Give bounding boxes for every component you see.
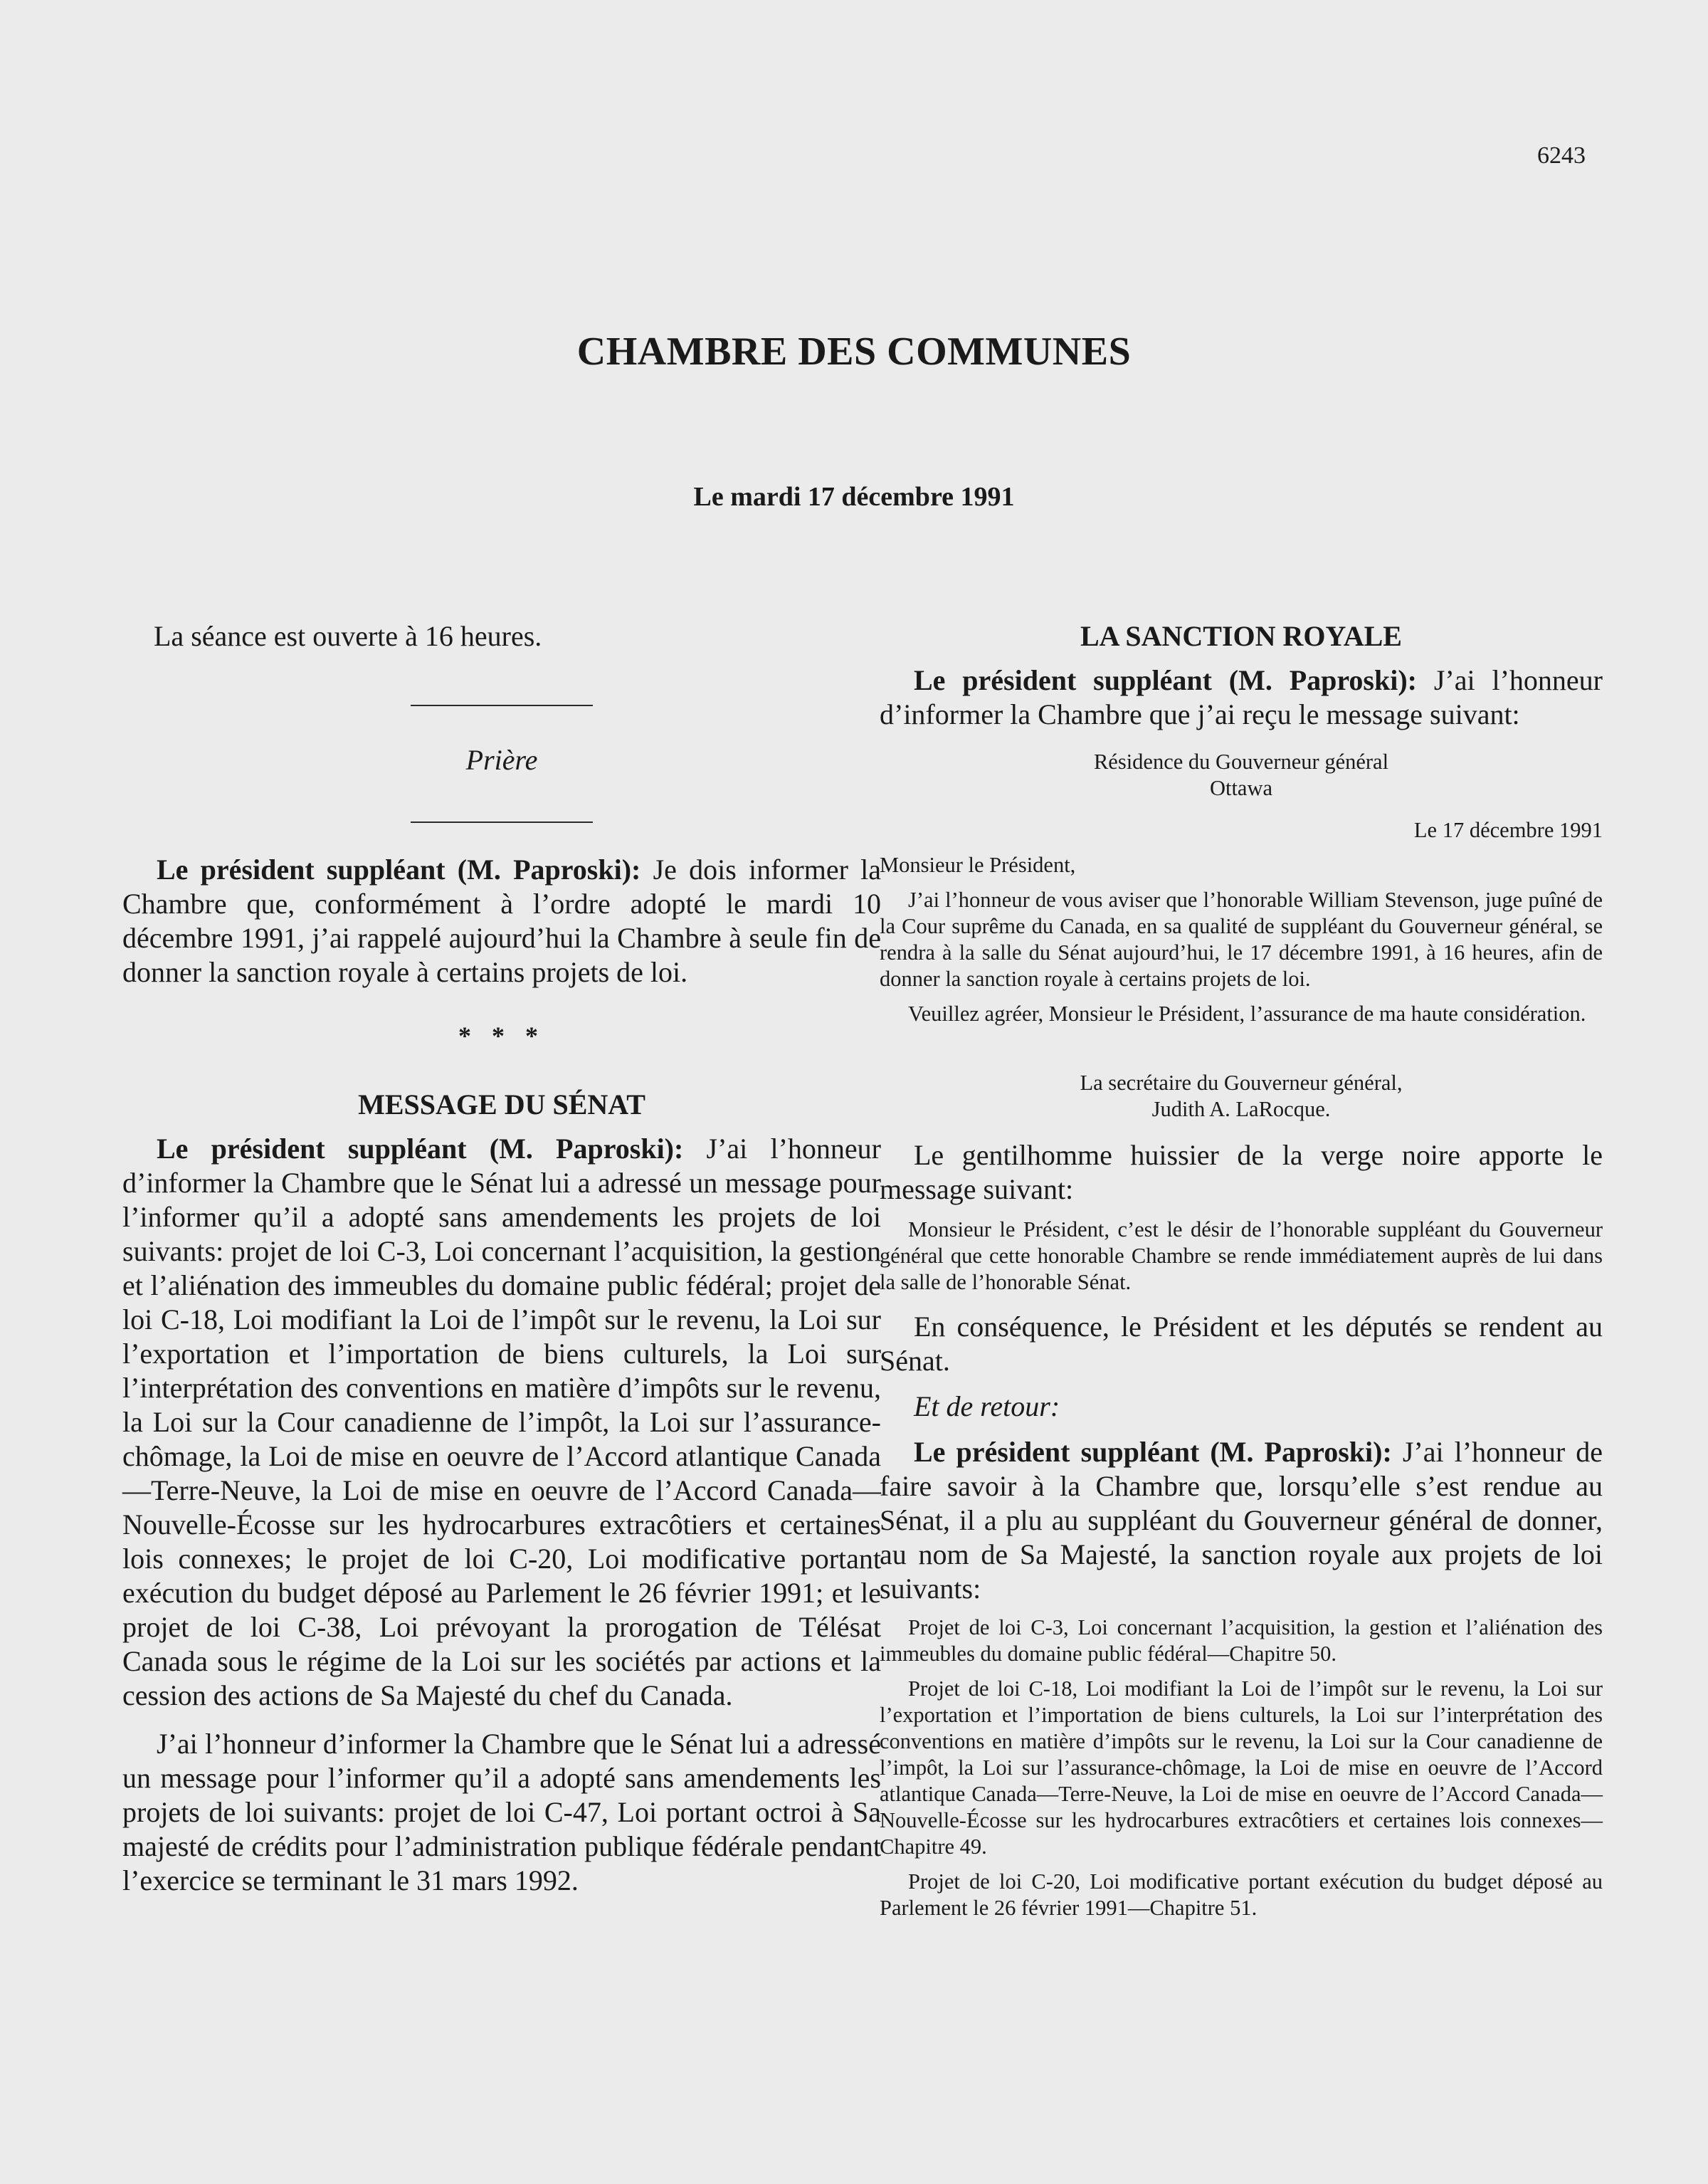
speaker-name: Le président suppléant (M. Paproski):: [914, 1436, 1392, 1468]
left-column: [122, 619, 881, 1898]
letter-residence: Résidence du Gouverneur général: [1093, 750, 1389, 774]
letter-body: J’ai l’honneur de vous aviser que l’honorable William Stevenson, juge puîné de la Cour suprême du Canada, en sa qualité de suppléant du Gouverneur général, se rendra à la salle du Sénat aujourd’hui, le 17 décembre 1991, à 16 heures, afin de donner la sanction royale à certains projets de loi.: [880, 888, 1603, 991]
paragraph-text: J’ai l’honneur d’informer la Chambre que le Sénat lui a adressé un message pour l’informer qu’il a adopté sans amendements les projets de loi suivants: projet de loi C-3, Loi concernant l’acquisition, la gestion et l’aliénation des immeubles du domaine public fédéral; projet de loi C-18, Loi modifiant la Loi de l’impôt sur le revenu, la Loi sur l’exportation et l’importation de biens culturels, la Loi sur l’interprétation des conventions en matière d’impôts sur le revenu, la Loi sur la Cour canadienne de l’impôt, la Loi sur l’assurance-chômage, la Loi de mise en oeuvre de l’Accord atlantique Canada—Terre-Neuve, la Loi de mise en oeuvre de l’Accord Canada—Nouvelle-Écosse sur les hydrocarbures extracôtiers et certaines lois connexes; le projet de loi C-20, Loi modificative portant exécution du budget déposé au Parlement le 26 février 1991; et le projet de loi C-38, Loi prévoyant la prorogation de Télésat Canada sous le régime de la Loi sur les sociétés par actions et la cession des actions de Sa Majesté du chef du Canada.: [122, 1133, 881, 1711]
page-number: 6243: [1537, 142, 1586, 169]
letter-closing: Veuillez agréer, Monsieur le Président, l’assurance de ma haute considération.: [908, 1002, 1586, 1026]
paragraph-senate-message: [122, 1132, 881, 1713]
paragraph-recall: [122, 853, 881, 989]
page-title: CHAMBRE DES COMMUNES: [576, 330, 1132, 374]
divider-rule: [411, 705, 593, 706]
letter-city: Ottawa: [1209, 776, 1273, 800]
right-column: [880, 619, 1603, 1921]
paragraph-consequence: En conséquence, le Président et les députés se rendent au Sénat.: [880, 1311, 1603, 1377]
section-heading-senate: MESSAGE DU SÉNAT: [358, 1088, 645, 1120]
bill-item: Projet de loi C-20, Loi modificative portant exécution du budget déposé au Parlement le 26 février 1991—Chapitre 51.: [880, 1869, 1603, 1920]
section-heading-sanction: LA SANCTION ROYALE: [1080, 620, 1402, 652]
bill-item: Projet de loi C-18, Loi modifiant la Loi de l’impôt sur le revenu, la Loi sur l’exportation et l’importation de biens culturels, la Loi sur l’interprétation des conventions en matière d’impôts sur le revenu, la Loi sur la Cour canadienne de l’impôt, la Loi sur l’assurance-chômage, la Loi de mise en oeuvre de l’Accord atlantique Canada—Terre-Neuve, la Loi de mise en oeuvre de l’Accord Canada—Nouvelle-Écosse sur les hydrocarbures extracôtiers et certaines lois connexes—Chapitre 49.: [880, 1676, 1603, 1859]
bill-item: Projet de loi C-3, Loi concernant l’acquisition, la gestion et l’aliénation des immeubles du domaine public fédéral—Chapitre 50.: [880, 1615, 1603, 1666]
page-date: Le mardi 17 décembre 1991: [693, 482, 1015, 512]
sitting-opening: La séance est ouverte à 16 heures.: [154, 620, 542, 652]
usher-message: Monsieur le Président, c’est le désir de l’honorable suppléant du Gouverneur général que cette honorable Chambre se rende immédiatement auprès de lui dans la salle de l’honorable Sénat.: [880, 1217, 1603, 1294]
paragraph-assent-report: [880, 1435, 1603, 1606]
paragraph-usher: Le gentilhomme huissier de la verge noire apporte le message suivant:: [880, 1139, 1603, 1205]
divider-rule: [411, 821, 593, 823]
paragraph-senate-message-2: J’ai l’honneur d’informer la Chambre que le Sénat lui a adressé un message pour l’informer qu’il a adopté sans amendements les projets de loi suivants: projet de loi C-47, Loi portant octroi à Sa majesté de crédits pour l’administration publique fédérale pendant l’exercice se terminant le 31 mars 1992.: [122, 1728, 881, 1896]
letter-signature-title: La secrétaire du Gouverneur général,: [1080, 1071, 1403, 1095]
speaker-name: Le président suppléant (M. Paproski):: [157, 854, 641, 886]
section-separator: * * *: [458, 1022, 545, 1050]
letter-signature-name: Judith A. LaRocque.: [1151, 1097, 1331, 1121]
speaker-name: Le président suppléant (M. Paproski):: [157, 1133, 684, 1165]
paragraph-text: J’ai l’honneur de faire savoir à la Chambre que, lorsqu’elle s’est rendue au Sénat, il a plu au suppléant du Gouverneur général de donner, au nom de Sa Majesté, la sanction royale aux projets de loi suivants:: [880, 1436, 1603, 1605]
paragraph-text: J’ai l’honneur d’informer la Chambre que j’ai reçu le message suivant:: [880, 664, 1603, 730]
paragraph-sanction-intro: [880, 663, 1603, 732]
prayer-heading: Prière: [465, 744, 538, 776]
letter-salutation: Monsieur le Président,: [880, 853, 1076, 877]
paragraph-return: Et de retour:: [914, 1390, 1060, 1422]
speaker-name: Le président suppléant (M. Paproski):: [914, 664, 1417, 696]
paragraph-text: Je dois informer la Chambre que, conformément à l’ordre adopté le mardi 10 décembre 1991, j’ai rappelé aujourd’hui la Chambre à seule fin de donner la sanction royale à certains projets de loi.: [122, 854, 881, 988]
letter-date: Le 17 décembre 1991: [1413, 818, 1603, 842]
